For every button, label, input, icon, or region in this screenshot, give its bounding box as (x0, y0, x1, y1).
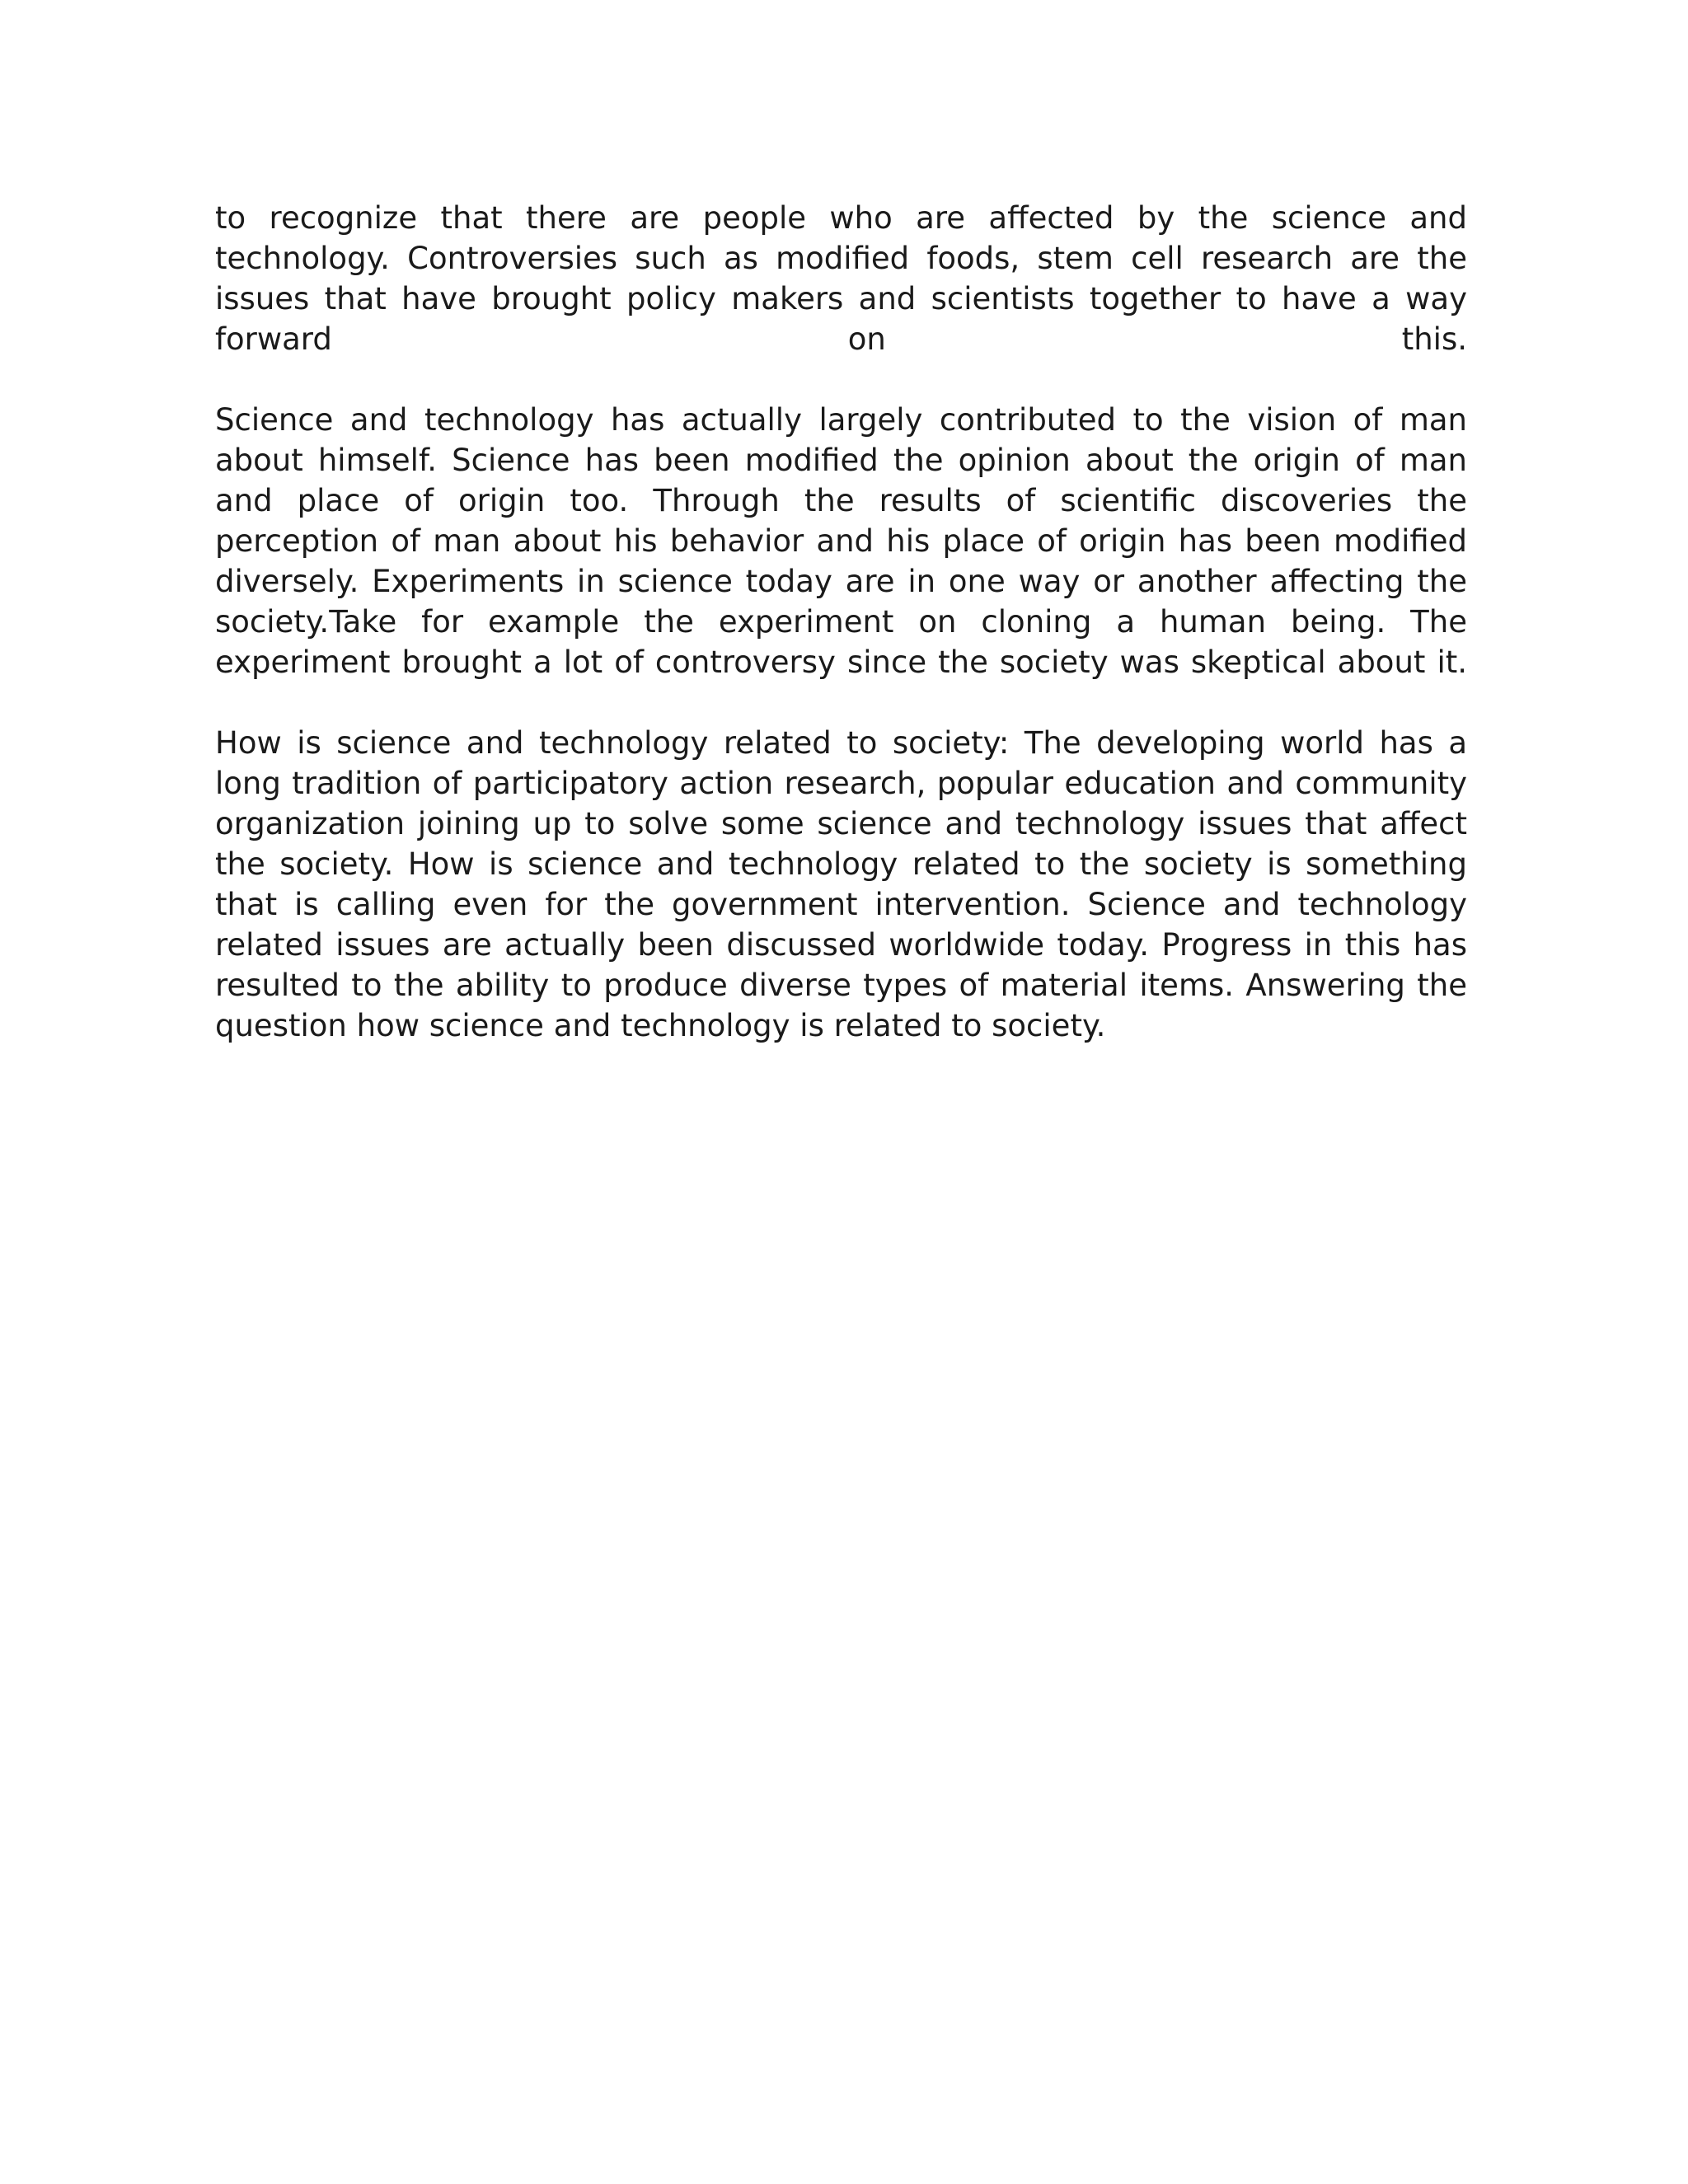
paragraph-1: to recognize that there are people who are affected by the science and technology. Controversies such as modified foods, stem cell research are the issues that have brought policy makers and scientists together to have a way forward on this. (215, 200, 1467, 357)
paragraph-2: Science and technology has actually largely contributed to the vision of man about himself. Science has been modified the opinion about the origin of man and place of origin too. Through the results of scientific discoveries the perception of man about his behavior and his place of origin has been modified diversely. Experiments in science today are in one way or another affecting the society.Take for example the experiment on cloning a human being. The experiment brought a lot of controversy since the society was skeptical about it. (215, 402, 1467, 680)
paragraph-3: How is science and technology related to society: The developing world has a long tradition of participatory action research, popular education and community organization joining up to solve some science and technology issues that affect the society. How is science and technology related to the society is something that is calling even for the government intervention. Science and technology related issues are actually been discussed worldwide today. Progress in this has resulted to the ability to produce diverse types of material items. Answering the question how science and technology is related to society. (215, 725, 1467, 1043)
document-body (215, 198, 1467, 1046)
